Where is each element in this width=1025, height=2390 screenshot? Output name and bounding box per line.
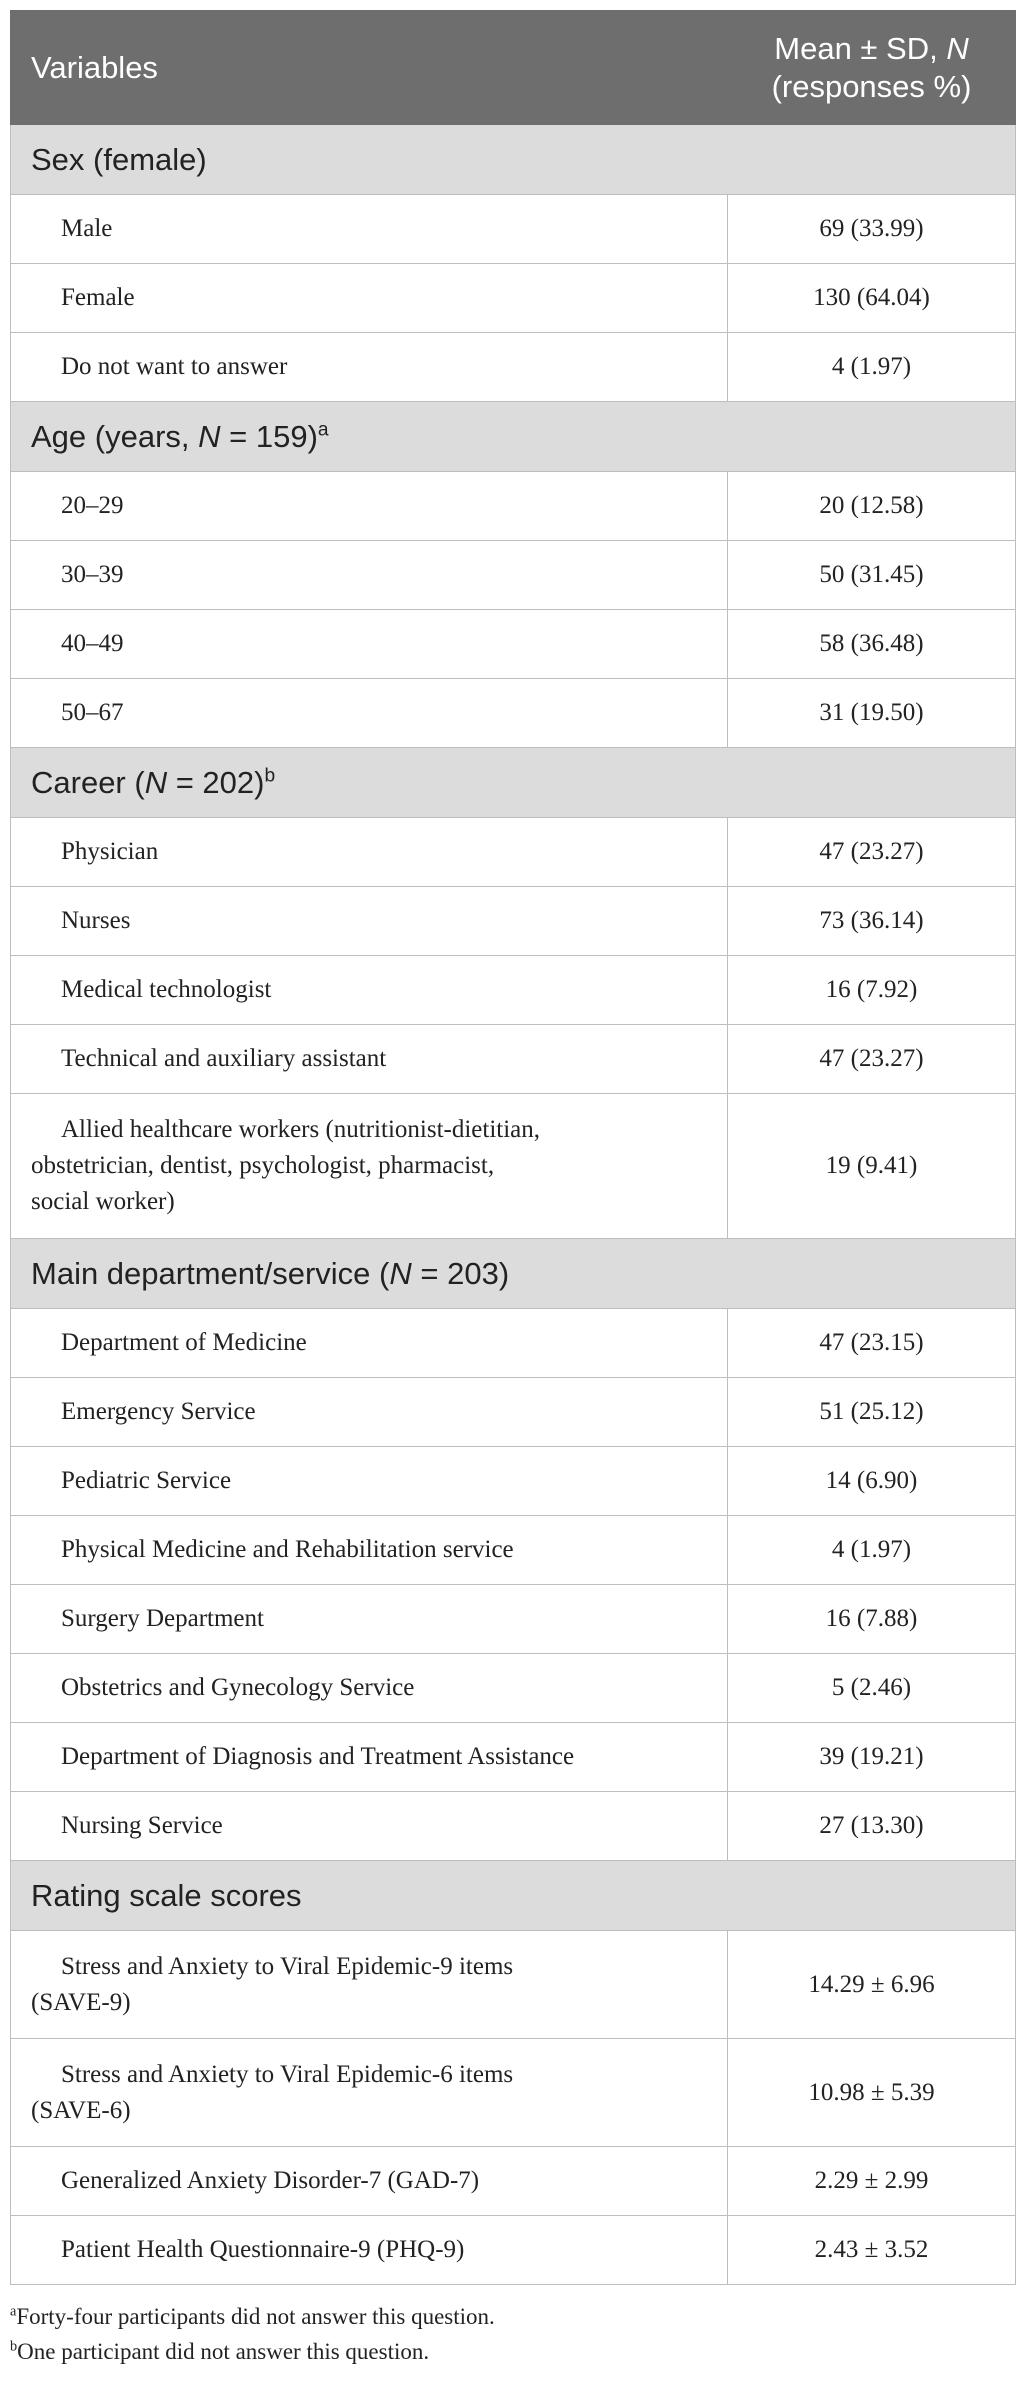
- row-value: 47 (23.27): [728, 1025, 1016, 1094]
- row-label: Department of Diagnosis and Treatment Assistance: [11, 1723, 728, 1792]
- table-row: [11, 264, 1016, 333]
- row-label: 50–67: [11, 679, 728, 748]
- row-label: Obstetrics and Gynecology Service: [11, 1654, 728, 1723]
- row-value: 58 (36.48): [728, 610, 1016, 679]
- table-row: [11, 1792, 1016, 1861]
- row-value: 16 (7.92): [728, 956, 1016, 1025]
- table-row: [11, 610, 1016, 679]
- table-row: [11, 679, 1016, 748]
- row-label: Do not want to answer: [11, 333, 728, 402]
- row-value: 73 (36.14): [728, 887, 1016, 956]
- row-value: 47 (23.15): [728, 1309, 1016, 1378]
- row-label: Physical Medicine and Rehabilitation service: [11, 1516, 728, 1585]
- row-value: 14.29 ± 6.96: [728, 1931, 1016, 2039]
- table-row: [11, 1309, 1016, 1378]
- table-container: [10, 10, 1015, 2369]
- header-responses: (responses %): [771, 68, 972, 104]
- header-n: N: [946, 30, 969, 66]
- row-label: 40–49: [11, 610, 728, 679]
- header-mean-sd: [728, 11, 1016, 125]
- table-row: [11, 472, 1016, 541]
- row-value: 51 (25.12): [728, 1378, 1016, 1447]
- section-title: Sex (female): [11, 125, 1016, 195]
- table-row: [11, 2147, 1016, 2216]
- row-label-line: (SAVE-9): [31, 1988, 131, 2016]
- table-row: [11, 541, 1016, 610]
- table-row: [11, 1723, 1016, 1792]
- row-label: [11, 1931, 728, 2039]
- row-label: Pediatric Service: [11, 1447, 728, 1516]
- table-row: [11, 1654, 1016, 1723]
- row-label: Technical and auxiliary assistant: [11, 1025, 728, 1094]
- row-label: Female: [11, 264, 728, 333]
- row-value: 39 (19.21): [728, 1723, 1016, 1792]
- row-label: [11, 1094, 728, 1239]
- row-label: Physician: [11, 818, 728, 887]
- row-value: 14 (6.90): [728, 1447, 1016, 1516]
- row-value: 2.43 ± 3.52: [728, 2216, 1016, 2285]
- row-label: [11, 2039, 728, 2147]
- row-label: Emergency Service: [11, 1378, 728, 1447]
- row-value: 5 (2.46): [728, 1654, 1016, 1723]
- table-row: [11, 1094, 1016, 1239]
- table-row: [11, 887, 1016, 956]
- row-label: Generalized Anxiety Disorder-7 (GAD-7): [11, 2147, 728, 2216]
- row-label-line: (SAVE-6): [31, 2096, 131, 2124]
- row-label: Nurses: [11, 887, 728, 956]
- footnote-b: $^b$One participant did not answer this question.: [10, 2338, 430, 2364]
- section-title: Age (years, N = 159)$^a$: [11, 402, 1016, 472]
- table-row: [11, 1447, 1016, 1516]
- row-value: 4 (1.97): [728, 1516, 1016, 1585]
- row-label-line: social worker): [31, 1188, 175, 1215]
- table-row: [11, 2039, 1016, 2147]
- section-title: Rating scale scores: [11, 1861, 1016, 1931]
- row-value: 16 (7.88): [728, 1585, 1016, 1654]
- table-row: [11, 1378, 1016, 1447]
- row-label: 20–29: [11, 472, 728, 541]
- table-row: [11, 1025, 1016, 1094]
- table-row: [11, 1931, 1016, 2039]
- table-row: [11, 1516, 1016, 1585]
- table-row: [11, 333, 1016, 402]
- section-title: Career (N = 202)$^b$: [11, 748, 1016, 818]
- row-label: Medical technologist: [11, 956, 728, 1025]
- table-row: [11, 195, 1016, 264]
- row-label: Surgery Department: [11, 1585, 728, 1654]
- row-label-line: Stress and Anxiety to Viral Epidemic-6 items: [61, 2060, 514, 2088]
- table-header: [11, 11, 1016, 125]
- footnote-a: $^a$Forty-four participants did not answer this question.: [10, 2303, 495, 2329]
- row-label: Male: [11, 195, 728, 264]
- row-label: Department of Medicine: [11, 1309, 728, 1378]
- section-career: [11, 748, 1016, 818]
- section-rating-scales: [11, 1861, 1016, 1931]
- row-value: 19 (9.41): [728, 1094, 1016, 1239]
- row-label: 30–39: [11, 541, 728, 610]
- row-value: 47 (23.27): [728, 818, 1016, 887]
- table-row: [11, 956, 1016, 1025]
- row-label-line: Stress and Anxiety to Viral Epidemic-9 items: [61, 1952, 514, 1980]
- row-label: Nursing Service: [11, 1792, 728, 1861]
- section-title: Main department/service (N = 203): [11, 1239, 1016, 1309]
- row-value: 130 (64.04): [728, 264, 1016, 333]
- header-variables: Variables: [11, 11, 728, 125]
- row-label-line: obstetrician, dentist, psychologist, pharmacist,: [31, 1152, 495, 1179]
- row-value: 31 (19.50): [728, 679, 1016, 748]
- table-row: [11, 818, 1016, 887]
- demographics-table: [10, 10, 1016, 2285]
- row-value: 69 (33.99): [728, 195, 1016, 264]
- table-footnotes: [10, 2299, 1015, 2369]
- row-value: 27 (13.30): [728, 1792, 1016, 1861]
- row-value: 4 (1.97): [728, 333, 1016, 402]
- table-row: [11, 2216, 1016, 2285]
- row-label-line: Allied healthcare workers (nutritionist-dietitian,: [61, 1116, 541, 1143]
- table-row: [11, 1585, 1016, 1654]
- section-department: [11, 1239, 1016, 1309]
- row-value: 10.98 ± 5.39: [728, 2039, 1016, 2147]
- row-value: 50 (31.45): [728, 541, 1016, 610]
- section-sex: [11, 125, 1016, 195]
- row-value: 2.29 ± 2.99: [728, 2147, 1016, 2216]
- row-label: Patient Health Questionnaire-9 (PHQ-9): [11, 2216, 728, 2285]
- row-value: 20 (12.58): [728, 472, 1016, 541]
- header-mean-sd-text: Mean ± SD,: [774, 30, 947, 66]
- section-age: [11, 402, 1016, 472]
